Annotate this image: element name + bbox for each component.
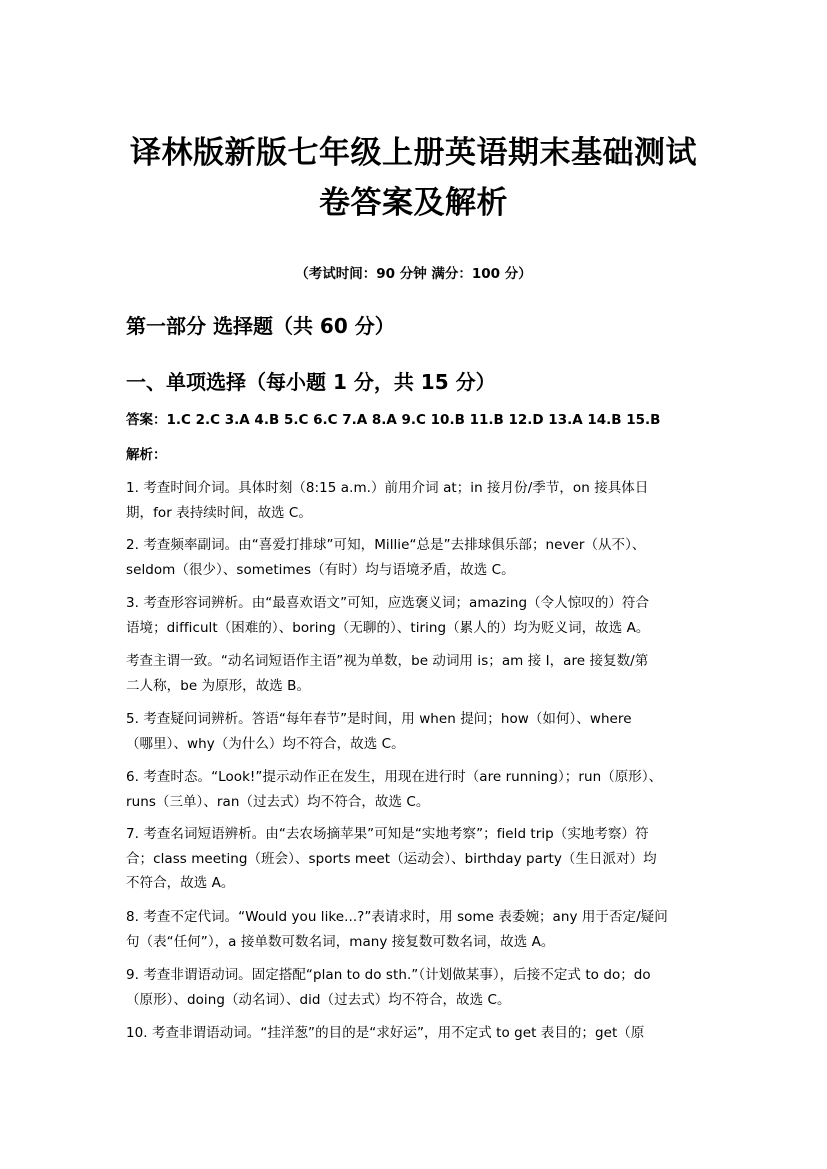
paragraph-line: （哪里）、why（为什么）均不符合，故选 C。 [126,735,405,752]
paragraph-line: 1. 考查时间介词。具体时刻（8:15 a.m.）前用介词 at；in 接月份/季节，on 接具体日 [126,480,649,496]
analysis-paragraph [126,533,706,582]
paragraph-line: 3. 考查形容词辨析。由“最喜欢语文”可知，应选褒义词；amazing（令人惊叹的）符合 [126,595,650,611]
document-title-line-2: 卷答案及解析 [319,185,508,221]
paragraph-line: 二人称，be 为原形，故选 B。 [126,677,311,694]
paragraph-line: 考查主谓一致。“动名词短语作主语”视为单数，be 动词用 is；am 接 I，are 接复数/第 [126,653,649,669]
analysis-paragraph [126,707,706,756]
analysis-paragraph [126,822,706,896]
paragraph-line: 合；class meeting（班会）、sports meet（运动会）、birthday party（生日派对）均 [126,850,657,867]
section-heading: 一、单项选择（每小题 1 分，共 15 分） [126,370,496,394]
analysis-paragraph [126,476,706,525]
paragraph-line: 8. 考查不定代词。“Would you like...?”表请求时，用 some 表委婉；any 用于否定/疑问 [126,909,668,925]
paragraph-line: 期，for 表持续时间，故选 C。 [126,504,312,521]
exam-meta: （考试时间：90 分钟 满分：100 分） [295,266,532,282]
paragraph-line: （原形）、doing（动名词）、did（过去式）均不符合，故选 C。 [126,991,511,1008]
analysis-paragraph [126,591,706,640]
paragraph-line: 不符合，故选 A。 [126,875,235,891]
analysis-paragraph [126,1021,706,1046]
paragraph-line: seldom（很少）、sometimes（有时）均与语境矛盾，故选 C。 [126,561,515,578]
analysis-label: 解析： [126,447,167,463]
paragraph-line: 5. 考查疑问词辨析。答语“每年春节”是时间，用 when 提问；how（如何）、where [126,711,632,727]
paragraph-line: 7. 考查名词短语辨析。由“去农场摘苹果”可知是“实地考察”；field trip（实地考察）符 [126,826,649,842]
document-title-line-1: 译林版新版七年级上册英语期末基础测试 [130,135,697,171]
paragraph-line: 句（表“任何”），a 接单数可数名词，many 接复数可数名词，故选 A。 [126,933,555,950]
analysis-paragraph [126,905,706,954]
analysis-paragraph [126,765,706,814]
paragraph-line: 9. 考查非谓语动词。固定搭配“plan to do sth.”（计划做某事），后接不定式 to do；do [126,967,651,983]
answer-key: 答案：1.C 2.C 3.A 4.B 5.C 6.C 7.A 8.A 9.C 10.B 11.B 12.D 13.A 14.B 15.B [126,412,661,428]
paragraph-line: runs（三单）、ran（过去式）均不符合，故选 C。 [126,793,430,810]
paragraph-line: 2. 考查频率副词。由“喜爱打排球”可知，Millie“总是”去排球俱乐部；never（从不）、 [126,537,646,553]
paragraph-line: 10. 考查非谓语动词。“挂洋葱”的目的是“求好运”，用不定式 to get 表目的；get（原 [126,1025,645,1041]
analysis-paragraph [126,963,706,1012]
paragraph-line: 6. 考查时态。“Look!”提示动作正在发生，用现在进行时（are running）；run（原形）、 [126,769,663,785]
part-heading: 第一部分 选择题（共 60 分） [126,314,395,338]
analysis-paragraph [126,649,706,698]
paragraph-line: 语境；difficult（困难的）、boring（无聊的）、tiring（累人的）均为贬义词，故选 A。 [126,619,650,636]
